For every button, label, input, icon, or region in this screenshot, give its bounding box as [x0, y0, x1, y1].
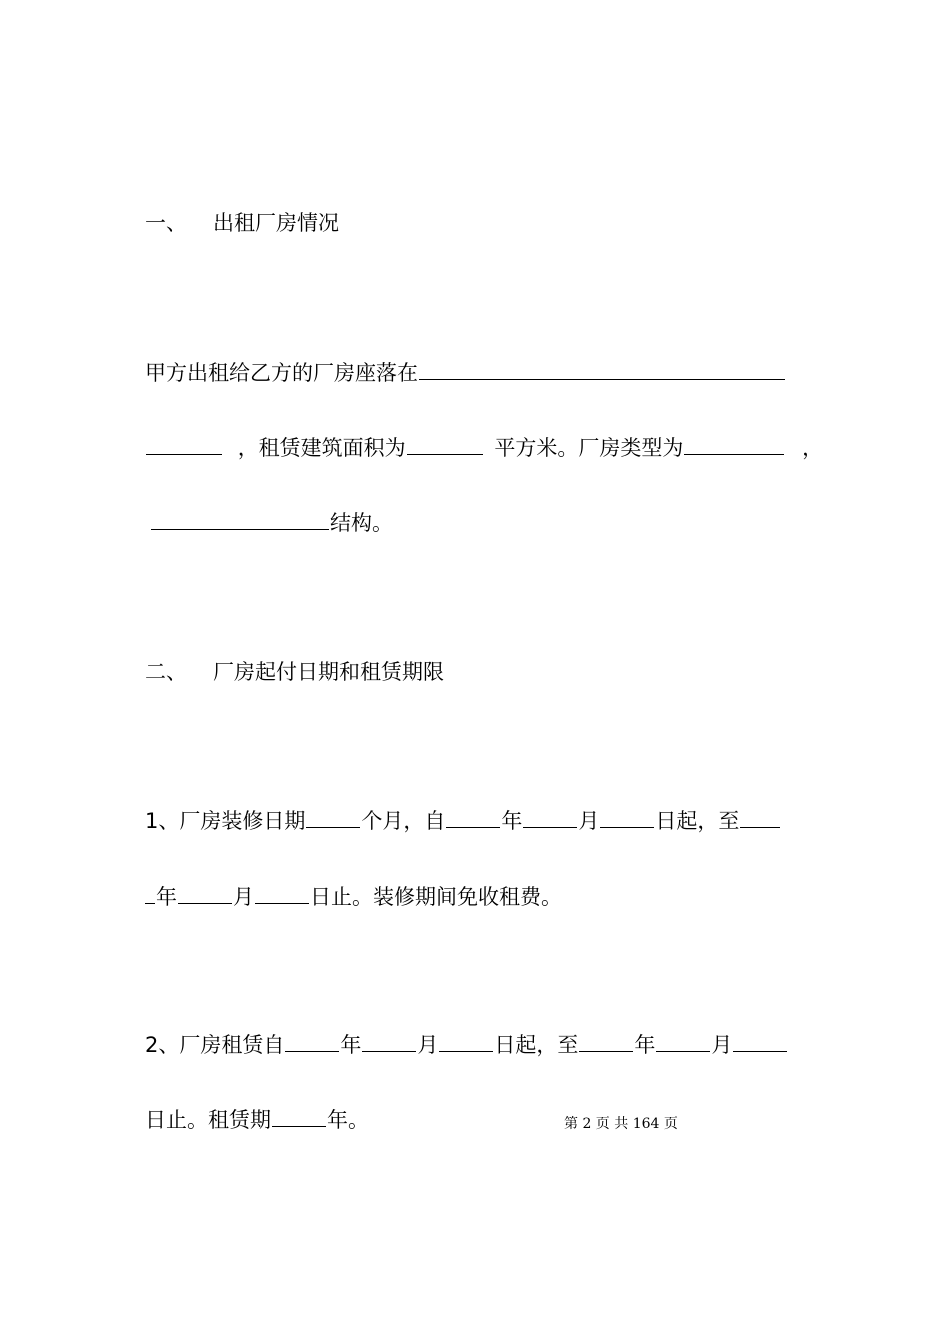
lease-day2-blank [733, 1031, 787, 1052]
section-1-number: 一、 [145, 211, 187, 235]
day-from-label: 日起，至 [655, 809, 740, 833]
lease-year2-label: 年 [634, 1033, 656, 1057]
year2-label: 年 [156, 885, 177, 909]
month2-blank [178, 883, 232, 904]
lease-term-unit: 年。 [327, 1108, 369, 1132]
item-2-line-1 [145, 1030, 788, 1060]
item-1-end: 日止。装修期间免收租费。 [310, 885, 562, 909]
year2-blank [740, 807, 780, 828]
section-1-line-2 [145, 433, 823, 463]
section-2-number: 二、 [145, 660, 187, 684]
lease-day-from-label: 日起，至 [494, 1033, 579, 1057]
months-blank [306, 807, 360, 828]
item-2-end: 日止。租赁期 [145, 1108, 271, 1132]
section-1-line-3 [145, 508, 393, 538]
section-1-line-1 [145, 358, 786, 388]
month-blank [523, 807, 577, 828]
comma: ， [802, 436, 824, 460]
year2-blank-cont [145, 883, 155, 904]
lease-term-blank [272, 1106, 326, 1127]
page-footer: 第 2 页 共 164 页 [564, 1116, 678, 1132]
location-blank [419, 359, 785, 380]
month-label: 月 [578, 809, 600, 833]
lease-day-blank [439, 1031, 493, 1052]
lease-month-blank [362, 1031, 416, 1052]
section-2-title: 厂房起付日期和租赁期限 [213, 660, 444, 684]
structure-blank [151, 509, 329, 530]
lease-year-label: 年 [340, 1033, 362, 1057]
lease-year-blank [285, 1031, 339, 1052]
lease-month-label: 月 [417, 1033, 439, 1057]
area-label: ，租赁建筑面积为 [237, 436, 406, 460]
section-1-heading [145, 208, 339, 238]
day2-blank [255, 883, 309, 904]
item-2-line-2 [145, 1105, 369, 1135]
section-1-title: 出租厂房情况 [213, 211, 339, 235]
item-1-line-2 [145, 882, 562, 912]
type-label: 平方米。厂房类型为 [494, 436, 684, 460]
area-blank [407, 434, 483, 455]
section-2-heading [145, 657, 444, 687]
year-label: 年 [501, 809, 523, 833]
type-blank [684, 434, 784, 455]
structure-label: 结构。 [330, 511, 393, 535]
item-2-prefix: 2、厂房租赁自 [145, 1033, 285, 1057]
lease-year2-blank [579, 1031, 633, 1052]
item-1-prefix: 1、厂房装修日期 [145, 809, 306, 833]
item-1-line-1 [145, 806, 781, 836]
lease-month2-blank [656, 1031, 710, 1052]
location-blank-cont [146, 434, 222, 455]
lease-month2-label: 月 [711, 1033, 733, 1057]
day-blank [600, 807, 654, 828]
year-blank [446, 807, 500, 828]
month2-label: 月 [233, 885, 254, 909]
location-label: 甲方出租给乙方的厂房座落在 [145, 361, 418, 385]
months-label: 个月，自 [361, 809, 446, 833]
